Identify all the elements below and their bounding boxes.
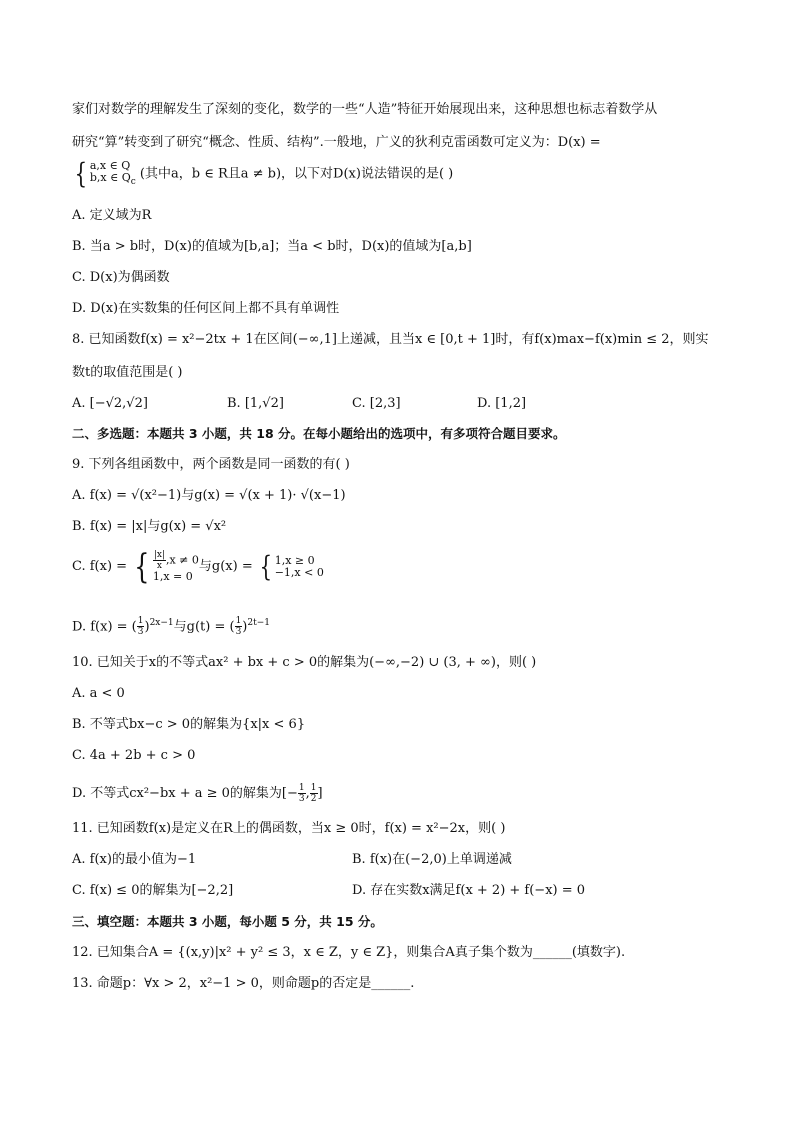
case-rational: a,x ∈ Q	[89, 159, 131, 172]
option-8b: B. [1,√2]	[227, 396, 284, 411]
option-9d: D. f(x) = ( $\frac{1}{3}$ )$^{2x-1}$与g(t) = ( $\frac{1}{3}$ )$^{2t-1}$	[72, 616, 270, 638]
option-11d: D. 存在实数x满足f(x + 2) + f(−x) = 0	[352, 883, 586, 898]
question-12: 12. 已知集合A = {(x,y)|x² + y² ≤ 3，x ∈ Z，y ∈ Z}，则集合A真子集个数为______(填数字).	[72, 945, 626, 960]
fraction-denominator: 2	[310, 794, 317, 804]
option-9b: B. f(x) = |x|与g(x) = √x²	[72, 519, 227, 534]
exponent: 2t−1	[247, 618, 270, 628]
option-11c: C. f(x) ≤ 0的解集为[−2,2]	[72, 883, 234, 898]
option-10d-prefix: D. 不等式cx²−bx + a ≥ 0的解集为[−	[72, 786, 298, 801]
question-8: 8. 已知函数f(x) = x²−2tx + 1在区间(−∞,1]上递减，且当x ∈ [0,t + 1]时，有f(x)max−f(x)min ≤ 2，则实	[72, 332, 709, 347]
fraction-denominator: 3	[235, 627, 242, 638]
piecewise-brace: { $\frac{|x|}{x}$ ,x ≠ 0 1,x = 0	[134, 546, 199, 587]
option-9a: A. f(x) = √(x²−1)与g(x) = √(x + 1)· √(x−1)	[72, 488, 346, 503]
piecewise-brace: { a,x ∈ Q b,x ∈ $Q_c$	[74, 157, 136, 191]
question-9: 9. 下列各组函数中，两个函数是同一函数的有( )	[72, 457, 350, 472]
fraction-numerator: 1	[137, 616, 144, 627]
fraction-numerator: |x|	[153, 550, 165, 560]
option-9d-prefix: D. f(x) = (	[72, 619, 137, 635]
option-9c-middle: 与g(x) =	[198, 559, 257, 574]
section-heading-multiple-choice: 二、多选题：本题共 3 小题，共 18 分。在每小题给出的选项中，有多项符合题目要求。	[72, 426, 566, 441]
fraction-denominator: x	[156, 561, 162, 571]
case-value: 1,x ≥ 0	[274, 553, 315, 567]
option-10c: C. 4a + 2b + c > 0	[72, 748, 196, 763]
option-11b: B. f(x)在(−2,0)上单调递减	[352, 852, 512, 867]
option-7a: A. 定义域为R	[72, 208, 152, 223]
option-11a: A. f(x)的最小值为−1	[72, 852, 197, 867]
option-7c: C. D(x)为偶函数	[72, 270, 170, 285]
question-11: 11. 已知函数f(x)是定义在R上的偶函数，当x ≥ 0时，f(x) = x²−2x，则( )	[72, 821, 506, 836]
case-value: −1,x < 0	[274, 565, 324, 579]
option-9c	[72, 546, 324, 587]
option-8a: A. [−√2,√2]	[72, 396, 148, 411]
question-13: 13. 命题p：∀x > 2，x²−1 > 0，则命题p的否定是______.	[72, 976, 415, 991]
question-8-cont: 数t的取值范围是( )	[72, 365, 183, 380]
piecewise-brace: { 1,x ≥ 0 −1,x < 0	[259, 549, 324, 583]
fraction-denominator: 3	[137, 627, 144, 638]
exponent: 2x−1	[149, 618, 174, 628]
option-7d: D. D(x)在实数集的任何区间上都不具有单调性	[72, 301, 340, 316]
option-9c-prefix: C. f(x) =	[72, 559, 132, 574]
option-9d-middle: 与g(t) = (	[173, 619, 235, 635]
case-irrational: b,x ∈ Q	[89, 171, 131, 184]
text-line: 研究“算”转变到了研究“概念、性质、结构”.一般地，广义的狄利克雷函数可定义为：D(x) =	[72, 135, 601, 150]
fraction-numerator: 1	[298, 783, 305, 793]
option-8d: D. [1,2]	[477, 396, 527, 411]
option-10b: B. 不等式bx−c > 0的解集为{x|x < 6}	[72, 717, 306, 732]
case-value: 1,x = 0	[152, 570, 193, 583]
question-10: 10. 已知关于x的不等式ax² + bx + c > 0的解集为(−∞,−2) ∪ (3, + ∞)，则( )	[72, 655, 537, 670]
fraction-denominator: 3	[298, 794, 305, 804]
definition-tail: (其中a，b ∈ R且a ≠ b)，以下对D(x)说法错误的是( )	[139, 166, 454, 182]
fraction-numerator: 1	[235, 616, 242, 627]
option-10d: D. 不等式cx²−bx + a ≥ 0的解集为[− $\frac{1}{3}$ , $\frac{1}{2}$ ]	[72, 783, 323, 804]
case-condition: ,x ≠ 0	[165, 553, 199, 567]
option-8c: C. [2,3]	[352, 396, 401, 411]
dirichlet-definition	[72, 157, 454, 191]
text-line: 家们对数学的理解发生了深刻的变化，数学的一些“人造”特征开始展现出来，这种思想也标志着数学从	[72, 102, 658, 117]
fraction-numerator: 1	[310, 783, 317, 793]
subscript-c: c	[130, 177, 136, 188]
option-10a: A. a < 0	[72, 686, 125, 701]
section-heading-fill-in: 三、填空题：本题共 3 小题，每小题 5 分，共 15 分。	[72, 914, 383, 929]
option-7b: B. 当a > b时，D(x)的值域为[b,a]；当a < b时，D(x)的值域为[a,b]	[72, 239, 472, 254]
